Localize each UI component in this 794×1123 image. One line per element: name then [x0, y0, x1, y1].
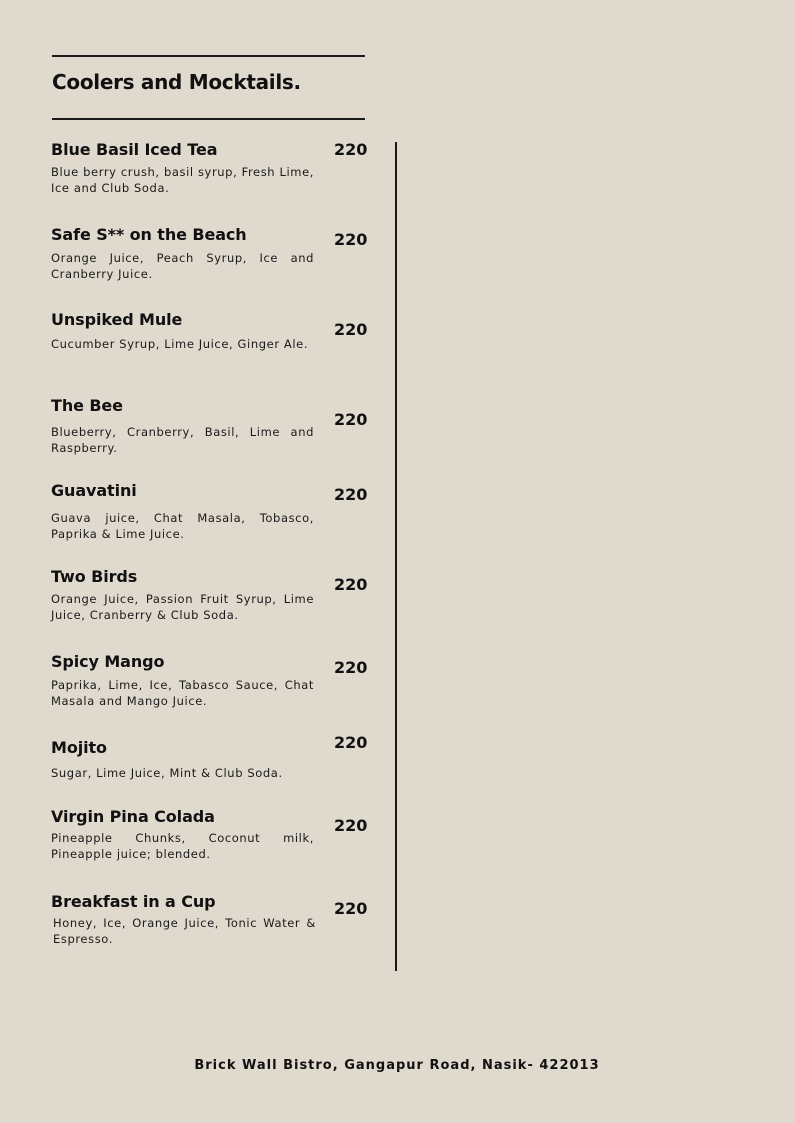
- item-price: 220: [334, 485, 368, 504]
- menu-item: [51, 396, 371, 456]
- item-price: 220: [334, 230, 368, 249]
- item-name: Spicy Mango: [51, 652, 165, 671]
- menu-item: [51, 310, 371, 352]
- item-name: Mojito: [51, 738, 107, 757]
- item-price: 220: [334, 320, 368, 339]
- item-description: Paprika, Lime, Ice, Tabasco Sauce, Chat Masala and Mango Juice.: [51, 678, 314, 708]
- footer-address: Brick Wall Bistro, Gangapur Road, Nasik- 422013: [194, 1058, 600, 1073]
- menu-item: [51, 481, 371, 542]
- item-name: Unspiked Mule: [51, 310, 183, 329]
- item-name: Guavatini: [51, 481, 137, 500]
- item-price: 220: [334, 816, 368, 835]
- item-description: Blue berry crush, basil syrup, Fresh Lime, Ice and Club Soda.: [51, 165, 314, 195]
- item-name: The Bee: [51, 396, 123, 415]
- item-description: Honey, Ice, Orange Juice, Tonic Water & Espresso.: [53, 916, 316, 946]
- item-name: Virgin Pina Colada: [51, 807, 215, 826]
- item-description: Blueberry, Cranberry, Basil, Lime and Raspberry.: [51, 425, 314, 455]
- item-price: 220: [334, 733, 368, 752]
- item-name: Two Birds: [51, 567, 138, 586]
- item-price: 220: [334, 658, 368, 677]
- item-description: Guava juice, Chat Masala, Tobasco, Paprika & Lime Juice.: [51, 511, 314, 541]
- menu-item: [51, 652, 371, 709]
- item-price: 220: [334, 140, 368, 159]
- item-description: Orange Juice, Passion Fruit Syrup, Lime Juice, Cranberry & Club Soda.: [51, 592, 314, 622]
- section-title: Coolers and Mocktails.: [52, 70, 301, 94]
- menu-item: [51, 225, 371, 282]
- item-description: Sugar, Lime Juice, Mint & Club Soda.: [51, 766, 283, 780]
- item-name: Safe S** on the Beach: [51, 225, 247, 244]
- top-divider: [52, 55, 365, 57]
- item-price: 220: [334, 899, 368, 918]
- menu-item: [51, 738, 371, 781]
- title-divider: [52, 118, 365, 120]
- item-price: 220: [334, 575, 368, 594]
- item-description: Pineapple Chunks, Coconut milk, Pineapple juice; blended.: [51, 831, 314, 861]
- menu-item: [51, 567, 371, 623]
- menu-item: [51, 892, 371, 947]
- vertical-divider: [395, 142, 397, 971]
- menu-item: [51, 807, 371, 862]
- item-name: Breakfast in a Cup: [51, 892, 216, 911]
- menu-item: [51, 140, 371, 196]
- item-name: Blue Basil Iced Tea: [51, 140, 218, 159]
- item-price: 220: [334, 410, 368, 429]
- item-description: Cucumber Syrup, Lime Juice, Ginger Ale.: [51, 337, 309, 351]
- item-description: Orange Juice, Peach Syrup, Ice and Cranberry Juice.: [51, 251, 314, 281]
